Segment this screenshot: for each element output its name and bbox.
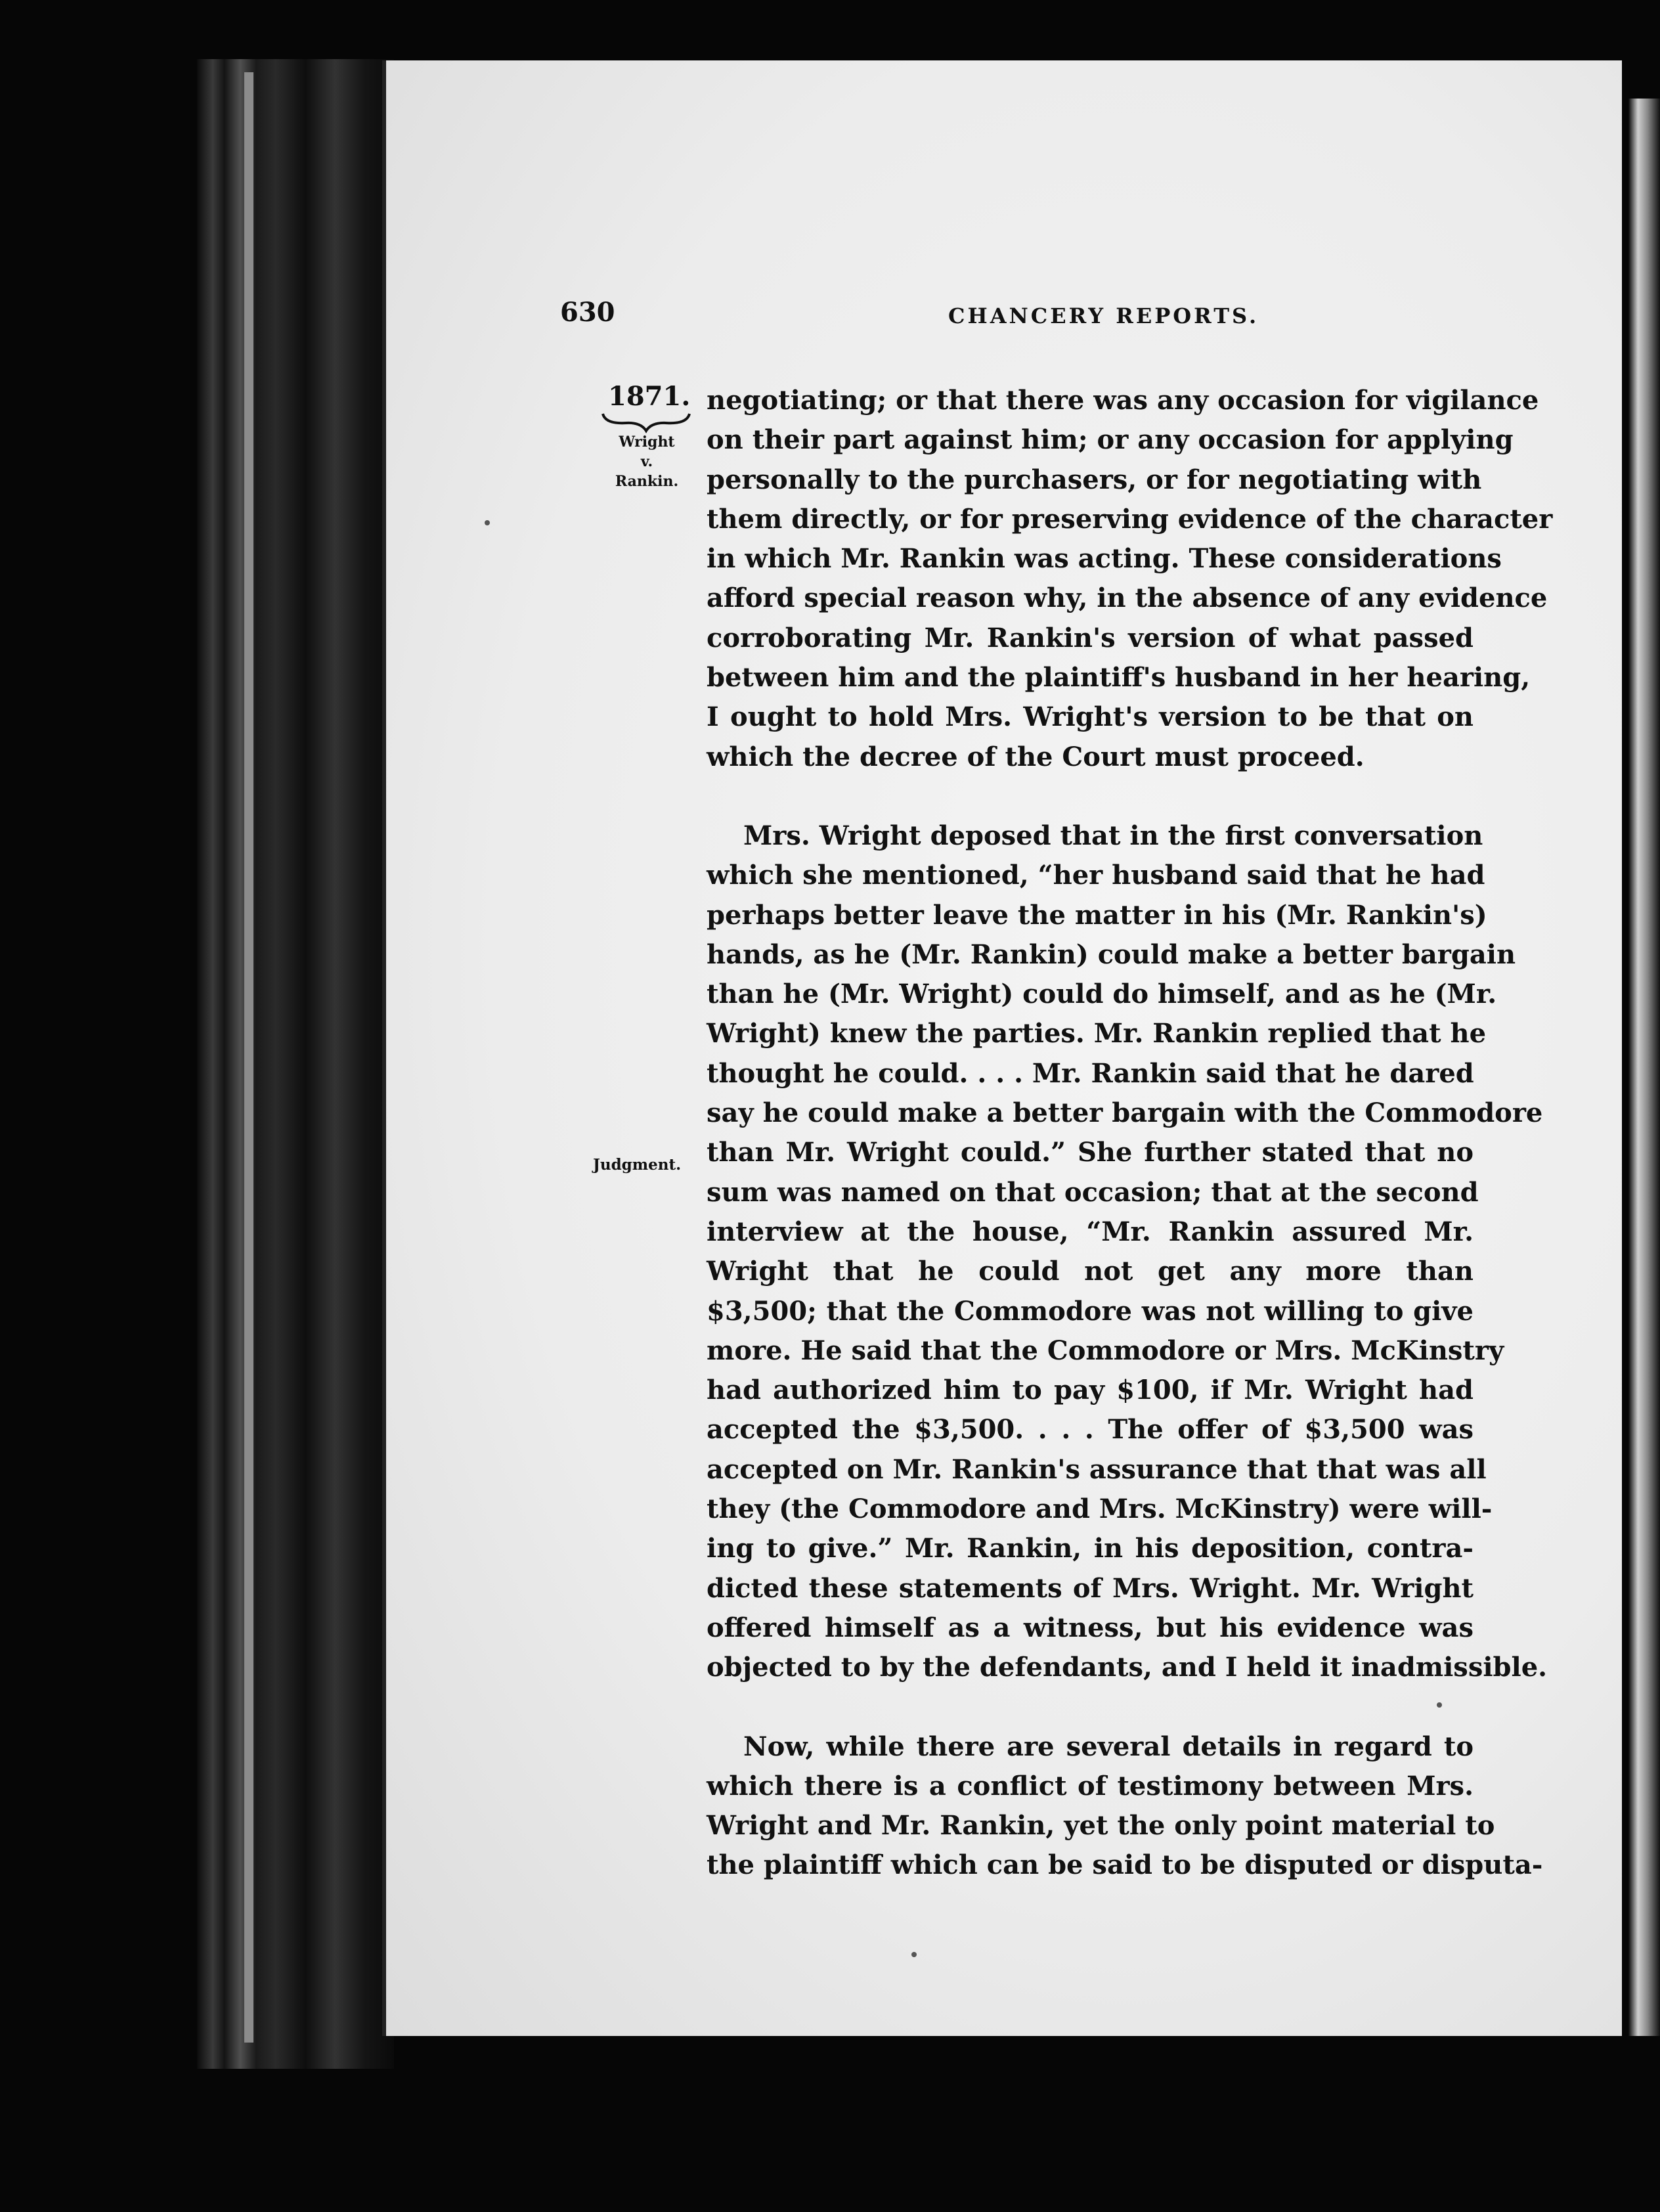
text-line: corroborating Mr. Rankin's version of what passed [707,622,1474,653]
running-head: CHANCERY REPORTS. [948,303,1259,328]
brace-icon [600,410,692,433]
text-line: them directly, or for preserving evidence of the character [707,503,1553,535]
text-line: perhaps better leave the matter in his (Mr. Rankin's) [707,899,1487,931]
text-line: personally to the purchasers, or for negotiating with [707,464,1482,495]
text-line: which the decree of the Court must proceed. [707,741,1365,772]
paragraph-3 [707,1727,1543,1886]
margin-case-name [591,432,703,491]
page-number: 630 [560,297,615,328]
adjacent-page-edge [1628,99,1660,2036]
text-line: more. He said that the Commodore or Mrs. McKinstry [707,1335,1504,1366]
text-line: negotiating; or that there was any occasion for vigilance [707,385,1539,416]
text-line: interview at the house, “Mr. Rankin assured Mr. [707,1216,1474,1247]
text-line: Wright that he could not get any more than [707,1256,1474,1287]
text-line: than he (Mr. Wright) could do himself, and as he (Mr. [707,979,1497,1010]
book-binding [197,59,394,2069]
text-line: I ought to hold Mrs. Wright's version to be that on [707,701,1474,733]
text-line: Wright and Mr. Rankin, yet the only point material to [707,1810,1495,1842]
text-line: between him and the plaintiff's husband in her hearing, [707,662,1531,694]
text-line: dicted these statements of Mrs. Wright. Mr. Wright [707,1572,1474,1604]
book-page [382,60,1622,2036]
page-edge-line [244,72,253,2043]
case-party-1: Wright [619,433,675,451]
text-line: $3,500; that the Commodore was not willing to give [707,1295,1474,1327]
text-line: in which Mr. Rankin was acting. These considerations [707,543,1502,575]
text-line: than Mr. Wright could.” She further stated that no [707,1137,1474,1168]
text-line: accepted on Mr. Rankin's assurance that that was all [707,1453,1487,1485]
text-line: say he could make a better bargain with the Commodore [707,1097,1543,1129]
body-text [707,381,1553,1886]
text-line: afford special reason why, in the absence of any evidence [707,583,1548,614]
text-line: accepted the $3,500. . . . The offer of $3,500 was [707,1414,1474,1446]
text-line: which she mentioned, “her husband said that he had [707,860,1485,891]
text-line: Now, while there are several details in regard to [743,1731,1474,1762]
case-party-2: Rankin. [615,473,679,490]
text-line: objected to by the defendants, and I held it inadmissible. [707,1652,1548,1683]
text-line: hands, as he (Mr. Rankin) could make a better bargain [707,939,1516,970]
margin-judgment-label: Judgment. [593,1156,682,1174]
paragraph-1 [707,381,1553,777]
scan-speck [485,520,490,525]
text-line: the plaintiff which can be said to be disputed or disputa- [707,1849,1543,1881]
text-line: they (the Commodore and Mrs. McKinstry) were will- [707,1493,1493,1525]
scan-speck [1437,1702,1442,1708]
text-line: ing to give.” Mr. Rankin, in his deposition, contra- [707,1533,1474,1564]
text-line: offered himself as a witness, but his evidence was [707,1612,1474,1643]
text-line: on their part against him; or any occasion for applying [707,424,1514,456]
text-line: thought he could. . . . Mr. Rankin said that he dared [707,1057,1474,1089]
text-line: Wright) knew the parties. Mr. Rankin replied that he [707,1018,1487,1050]
text-line: sum was named on that occasion; that at the second [707,1176,1479,1208]
text-line: Mrs. Wright deposed that in the first conversation [743,820,1483,851]
margin-year: 1871. [608,381,691,412]
text-line: had authorized him to pay $100, if Mr. Wright had [707,1375,1474,1406]
scan-speck [911,1952,917,1957]
case-versus: v. [640,453,653,470]
text-line: which there is a conflict of testimony between Mrs. [707,1770,1474,1802]
paragraph-2 [707,816,1548,1688]
